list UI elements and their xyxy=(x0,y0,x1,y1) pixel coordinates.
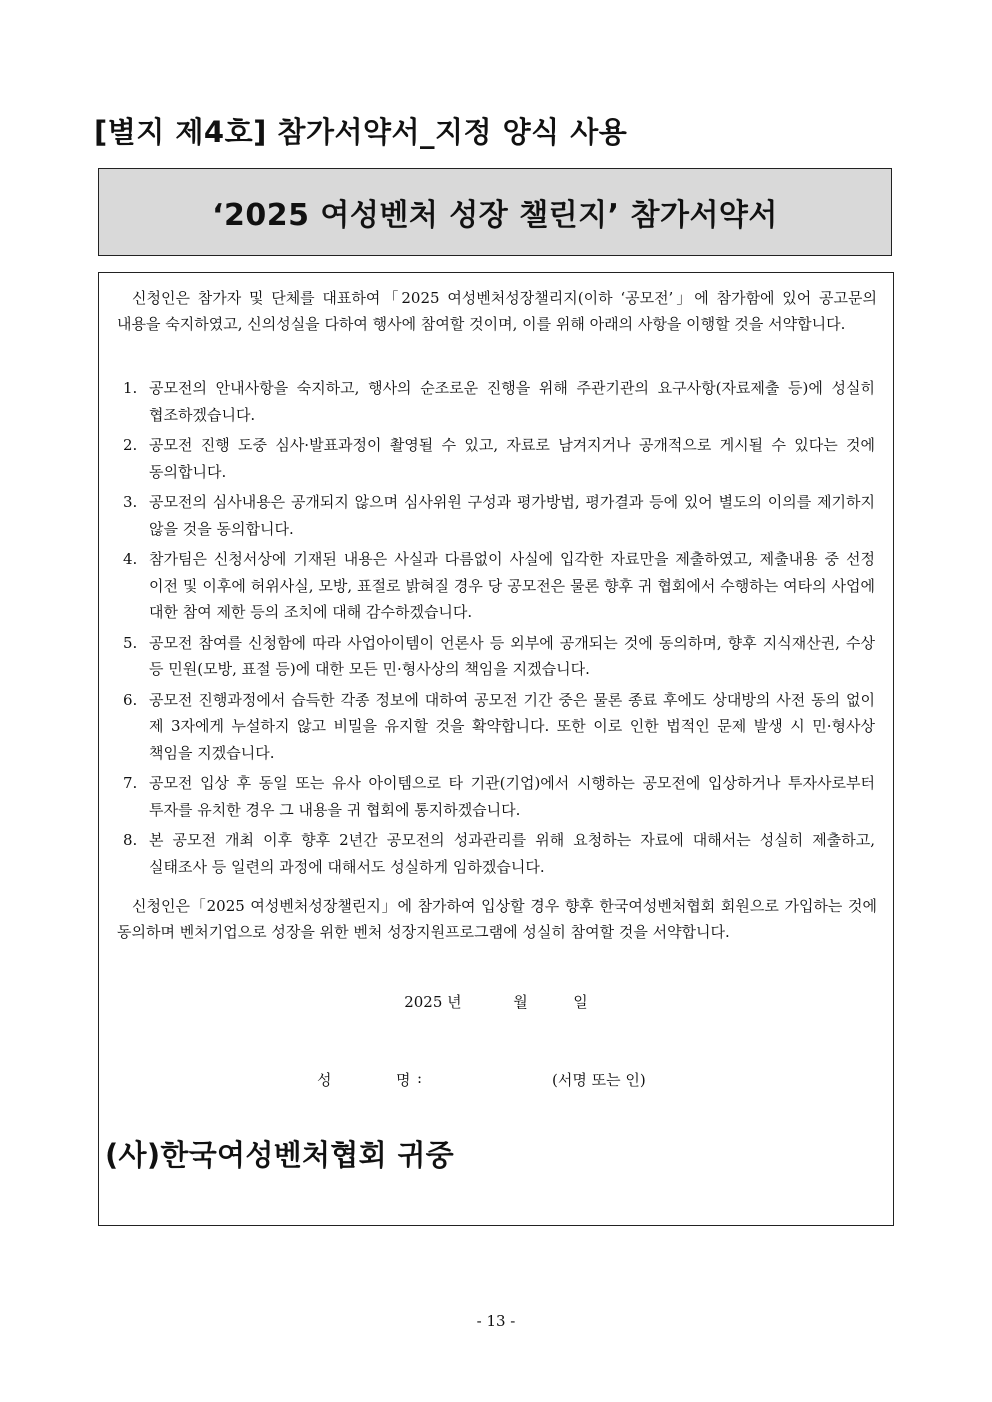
signature-note: (서명 또는 인) xyxy=(552,1071,646,1089)
signature-label-1: 성 xyxy=(317,1071,332,1089)
title-box xyxy=(98,168,892,256)
list-item xyxy=(123,432,875,485)
list-item xyxy=(123,770,875,823)
list-item xyxy=(123,687,875,767)
recipient: (사)한국여성벤처협회 귀중 xyxy=(105,1138,454,1172)
item-text: 공모전 입상 후 동일 또는 유사 아이템으로 타 기관(기업)에서 시행하는 공모전에 입상하거나 투자사로부터 투자를 유치한 경우 그 내용을 귀 협회에 통지하겠습니다. xyxy=(149,774,875,819)
document-title: ‘2025 여성벤처 성장 챌린지’ 참가서약서 xyxy=(212,198,778,233)
item-text: 공모전 진행과정에서 습득한 각종 정보에 대하여 공모전 기간 중은 물론 종료 후에도 상대방의 사전 동의 없이 제 3자에게 누설하지 않고 비밀을 유지할 것을 확약합니다. 또한 이로 인한 법적인 문제 발생 시 민·형사상 책임을 지겠습니다. xyxy=(149,690,875,762)
date-month: 월 xyxy=(513,993,528,1011)
item-number: 2. xyxy=(123,436,138,454)
item-text: 공모전 진행 도중 심사·발표과정이 촬영될 수 있고, 자료로 남겨지거나 공개적으로 게시될 수 있다는 것에 동의합니다. xyxy=(149,436,875,481)
pledge-list xyxy=(123,375,875,884)
item-number: 4. xyxy=(123,550,138,568)
item-text: 공모전 참여를 신청함에 따라 사업아이템이 언론사 등 외부에 공개되는 것에 동의하며, 향후 지식재산권, 수상 등 민원(모방, 표절 등)에 대한 모든 민·형사상의 책임을 지겠습니다. xyxy=(149,633,875,678)
item-text: 공모전의 안내사항을 숙지하고, 행사의 순조로운 진행을 위해 주관기관의 요구사항(자료제출 등)에 성실히 협조하겠습니다. xyxy=(149,379,875,424)
item-text: 본 공모전 개최 이후 향후 2년간 공모전의 성과관리를 위해 요청하는 자료에 대해서는 성실히 제출하고, 실태조사 등 일련의 과정에 대해서도 성실하게 임하겠습니다. xyxy=(149,831,875,876)
intro-paragraph: 신청인은 참가자 및 단체를 대표하여「2025 여성벤처성장챌리지(이하 ‘공모전’」에 참가함에 있어 공고문의 내용을 숙지하였고, 신의성실을 다하여 행사에 참여할 것이며, 이를 위해 아래의 사항을 이행할 것을 서약합니다. xyxy=(117,289,877,333)
signature-line xyxy=(99,1069,893,1095)
pledge-body xyxy=(98,272,894,1226)
date-day: 일 xyxy=(573,993,588,1011)
page-number: - 13 - xyxy=(476,1312,516,1330)
list-item xyxy=(123,375,875,428)
signature-label-2: 명 xyxy=(396,1071,411,1089)
item-number: 5. xyxy=(123,633,138,652)
list-item xyxy=(123,546,875,626)
item-number: 7. xyxy=(123,774,138,792)
item-number: 1. xyxy=(123,379,138,397)
list-item xyxy=(123,630,875,683)
signature-colon: : xyxy=(417,1069,423,1087)
date-year: 2025 년 xyxy=(404,993,462,1011)
form-heading: [별지 제4호] 참가서약서_지정 양식 사용 xyxy=(94,115,628,149)
date-line xyxy=(99,991,893,1012)
item-number: 3. xyxy=(123,493,138,511)
item-number: 6. xyxy=(123,690,138,709)
list-item xyxy=(123,489,875,542)
list-item xyxy=(123,827,875,880)
closing-paragraph: 신청인은「2025 여성벤처성장챌린지」에 참가하여 입상할 경우 향후 한국여성벤처협회 회원으로 가입하는 것에 동의하며 벤처기업으로 성장을 위한 벤처 성장지원프로그램에 성실히 참여할 것을 서약합니다. xyxy=(117,897,877,941)
item-text: 공모전의 심사내용은 공개되지 않으며 심사위원 구성과 평가방법, 평가결과 등에 있어 별도의 이의를 제기하지 않을 것을 동의합니다. xyxy=(149,493,875,538)
item-text: 참가팀은 신청서상에 기재된 내용은 사실과 다름없이 사실에 입각한 자료만을 제출하였고, 제출내용 중 선정 이전 및 이후에 허위사실, 모방, 표절로 밝혀질 경우 당 공모전은 물론 향후 귀 협회에서 수행하는 여타의 사업에 대한 참여 제한 등의 조치에 대해 감수하겠습니다. xyxy=(149,550,875,621)
item-number: 8. xyxy=(123,831,138,849)
